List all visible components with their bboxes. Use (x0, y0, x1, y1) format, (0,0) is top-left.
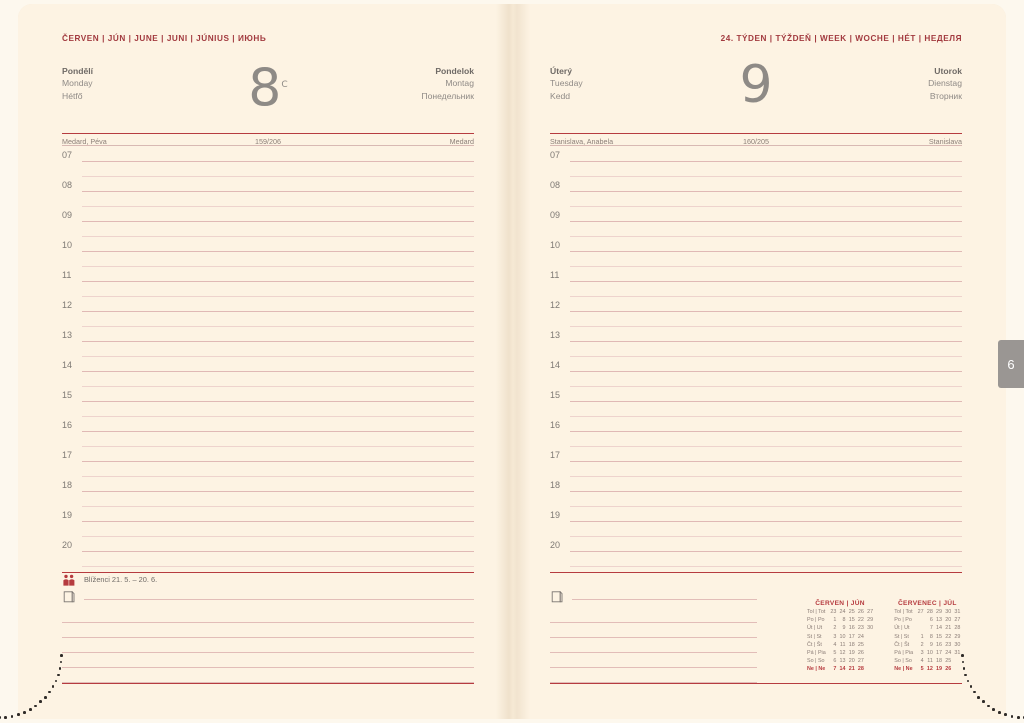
left-nameday-sk: Medard (449, 137, 474, 146)
hour-line-secondary (82, 356, 474, 357)
hour-label: 07 (550, 150, 561, 160)
mini-calendar-row: Tol | Tot 23 24 25 26 27 (806, 609, 874, 616)
hour-row[interactable] (62, 270, 474, 300)
hour-row[interactable] (550, 180, 962, 210)
hour-row[interactable] (550, 390, 962, 420)
hour-row[interactable] (62, 360, 474, 390)
left-day-of-year: 159/206 (255, 137, 281, 146)
right-day-name-de: Dienstag (928, 78, 962, 89)
hour-label: 19 (62, 510, 73, 520)
mini-calendar-row: Pá | Pia 5 12 19 26 (806, 650, 864, 657)
hour-line-primary (570, 161, 962, 162)
hour-line-secondary (82, 416, 474, 417)
hour-row[interactable] (550, 300, 962, 330)
hour-line-primary (570, 521, 962, 522)
hour-line-primary (82, 161, 474, 162)
left-day-header (62, 58, 474, 127)
decorative-dot (4, 716, 7, 719)
hour-line-secondary (82, 266, 474, 267)
weekday-label: So | So (894, 658, 912, 665)
right-header-week-text: 24. TÝDEN | TÝŽDEŇ | WEEK | WOCHE | HÉT | НЕДЕЛЯ (720, 34, 962, 43)
weekday-label: Čt | Št (806, 641, 822, 648)
decorative-dot (11, 715, 14, 718)
hour-line-secondary (82, 176, 474, 177)
hour-row[interactable] (62, 150, 474, 180)
hour-line-secondary (570, 476, 962, 477)
mini-calendar-row: Čt | Št 2 9 16 23 30 (894, 641, 961, 648)
weekday-label: So | So (806, 658, 825, 665)
right-day-name-en: Tuesday (550, 78, 583, 89)
free-line[interactable] (550, 638, 757, 653)
left-note-icon-row (62, 590, 474, 608)
hour-line-secondary (82, 536, 474, 537)
weekday-label: Ne | Ne (806, 666, 826, 673)
hour-row[interactable] (550, 420, 962, 450)
free-line[interactable] (550, 668, 757, 683)
left-header-months: ČERVEN | JÚN | JUNE | JUNI | JÚNIUS | ИЮНЬ (62, 34, 267, 43)
free-line[interactable] (550, 623, 757, 638)
mini-calendar-title: ČERVENEC | JÚL (898, 599, 957, 607)
hour-row[interactable] (62, 480, 474, 510)
right-day-of-year: 160/205 (743, 137, 769, 146)
note-icon (550, 591, 564, 603)
hour-line-secondary (570, 446, 962, 447)
left-zodiac-text: Blíženci 21. 5. – 20. 6. (84, 575, 158, 584)
hour-line-primary (570, 401, 962, 402)
mini-calendar-row: Po | Po 1 8 15 22 29 (806, 617, 874, 624)
decorative-dot (1017, 716, 1020, 719)
weekday-label: Pá | Pia (806, 650, 826, 657)
hour-label: 12 (62, 300, 73, 310)
left-page (18, 4, 512, 719)
note-icon (62, 591, 76, 603)
free-line[interactable] (550, 608, 757, 623)
hour-line-secondary (570, 206, 962, 207)
weekday-label: Tol | Tot (894, 609, 913, 616)
hour-row[interactable] (550, 210, 962, 240)
hour-line-secondary (570, 296, 962, 297)
hour-line-primary (82, 191, 474, 192)
left-day-number (62, 55, 474, 118)
hour-row[interactable] (550, 360, 962, 390)
hour-label: 19 (550, 510, 561, 520)
right-bottom-rule (550, 683, 962, 684)
left-note-line[interactable] (84, 599, 474, 600)
hour-row[interactable] (550, 480, 962, 510)
right-day-number (550, 55, 962, 115)
mini-calendar-row: Po | Po 6 13 20 27 (894, 617, 961, 624)
right-nameday-sk: Stanislava (928, 137, 962, 146)
hour-row[interactable] (550, 330, 962, 360)
free-line[interactable] (62, 608, 474, 623)
hour-line-primary (82, 221, 474, 222)
weekday-label: Pá | Pia (894, 650, 914, 657)
mini-calendar-row: Tol | Tot 27 28 29 30 31 (894, 609, 961, 616)
hour-line-primary (82, 491, 474, 492)
hour-label: 14 (62, 360, 73, 370)
hour-line-secondary (82, 566, 474, 567)
mini-calendar-title: ČERVEN | JÚN (815, 599, 865, 607)
mini-calendar-row: So | So 6 13 20 27 (806, 658, 864, 665)
left-page-content (18, 4, 512, 719)
hour-line-secondary (82, 446, 474, 447)
hour-row[interactable] (550, 540, 962, 570)
hour-line-secondary (570, 386, 962, 387)
left-free-lines (62, 608, 474, 683)
hour-label: 16 (62, 420, 73, 430)
hour-line-primary (570, 221, 962, 222)
hour-line-primary (82, 251, 474, 252)
hour-line-secondary (570, 416, 962, 417)
mini-calendar-row-sunday: Ne | Ne 7 14 21 28 (806, 666, 864, 673)
hour-line-primary (570, 431, 962, 432)
left-zodiac-row (62, 573, 474, 590)
hour-line-primary (570, 281, 962, 282)
mini-calendar-july (893, 600, 962, 675)
hour-row[interactable] (550, 270, 962, 300)
hour-label: 17 (62, 450, 73, 460)
hour-line-secondary (570, 236, 962, 237)
people-icon (62, 574, 76, 586)
hour-label: 09 (550, 210, 561, 220)
mini-calendars (805, 600, 962, 675)
hour-label: 17 (550, 450, 561, 460)
left-day-name-ru: Понедельник (421, 90, 474, 101)
right-page (512, 4, 1006, 719)
weekday-label: Po | Po (894, 617, 912, 624)
hour-line-secondary (82, 296, 474, 297)
left-day-names-secondary (421, 65, 474, 102)
hour-line-secondary (570, 326, 962, 327)
right-header-week (550, 34, 962, 43)
hour-line-secondary (82, 236, 474, 237)
hour-row[interactable] (62, 540, 474, 570)
hour-line-primary (82, 551, 474, 552)
hour-line-secondary (82, 506, 474, 507)
weekday-label: Ne | Ne (894, 666, 913, 673)
hour-row[interactable] (550, 510, 962, 540)
hour-line-primary (570, 311, 962, 312)
right-day-name-cs: Úterý (550, 66, 572, 76)
hour-row[interactable] (62, 300, 474, 330)
hour-line-primary (570, 491, 962, 492)
hour-line-secondary (82, 206, 474, 207)
left-nameday-row (62, 133, 474, 146)
hour-line-secondary (570, 506, 962, 507)
hour-line-primary (82, 521, 474, 522)
hour-row[interactable] (62, 180, 474, 210)
left-hour-grid (62, 150, 474, 570)
hour-line-secondary (570, 176, 962, 177)
right-day-name-sk: Utorok (934, 66, 962, 76)
mini-calendar-row: St | St 1 8 15 22 29 (894, 633, 961, 640)
hour-label: 18 (550, 480, 561, 490)
mini-calendar-row: St | St 3 10 17 24 (806, 633, 864, 640)
mini-calendar-row: Út | Ut 2 9 16 23 30 (806, 625, 874, 632)
decorative-dot (1011, 715, 1014, 718)
hour-line-primary (82, 341, 474, 342)
left-day-name-en: Monday (62, 78, 93, 89)
hour-label: 14 (550, 360, 561, 370)
hour-label: 15 (62, 390, 73, 400)
mini-calendar-row: Čt | Št 4 11 18 25 (806, 641, 864, 648)
hour-line-primary (82, 431, 474, 432)
weekday-label: Tol | Tot (806, 609, 826, 616)
right-spacer-row (550, 573, 962, 590)
hour-line-primary (82, 401, 474, 402)
left-day-name-cs: Pondělí (62, 66, 94, 76)
free-line[interactable] (62, 653, 474, 668)
mini-calendar-june (805, 600, 874, 675)
hour-row[interactable] (62, 390, 474, 420)
hour-line-secondary (82, 386, 474, 387)
hour-label: 07 (62, 150, 73, 160)
hour-row[interactable] (62, 210, 474, 240)
mini-calendar-row: Pá | Pia 3 10 17 24 31 (894, 650, 961, 657)
hour-label: 12 (550, 300, 561, 310)
mini-calendar-table (805, 609, 874, 675)
left-day-number-superscript: C (281, 80, 288, 90)
right-day-header (550, 55, 962, 127)
weekday-label: Po | Po (806, 617, 825, 624)
weekday-label: Út | Ut (894, 625, 910, 632)
left-day-name-de: Montag (445, 78, 474, 89)
hour-line-primary (570, 341, 962, 342)
hour-row[interactable] (550, 450, 962, 480)
right-hour-grid (550, 150, 962, 570)
hour-row[interactable] (62, 330, 474, 360)
right-day-name-hu: Kedd (550, 90, 571, 101)
hour-line-secondary (570, 266, 962, 267)
free-line[interactable] (62, 638, 474, 653)
hour-line-secondary (570, 356, 962, 357)
mini-calendar-row-sunday: Ne | Ne 5 12 19 26 (894, 666, 952, 673)
hour-label: 16 (550, 420, 561, 430)
right-day-name-ru: Вторник (929, 90, 962, 101)
hour-line-secondary (570, 536, 962, 537)
right-nameday-row (550, 133, 962, 146)
hour-label: 11 (550, 270, 560, 280)
decorative-dot (0, 716, 1, 719)
hour-line-secondary (82, 326, 474, 327)
hour-line-primary (82, 371, 474, 372)
hour-line-primary (570, 371, 962, 372)
hour-line-primary (570, 551, 962, 552)
hour-label: 11 (62, 270, 72, 280)
hour-label: 10 (550, 240, 561, 250)
hour-row[interactable] (62, 510, 474, 540)
mini-calendar-row: So | So 4 11 18 25 (894, 658, 952, 665)
hour-label: 20 (62, 540, 73, 550)
hour-label: 18 (62, 480, 73, 490)
free-line[interactable] (62, 668, 474, 683)
left-nameday-cs: Medard, Péva (62, 137, 107, 146)
page-index-tab[interactable]: 6 (998, 340, 1024, 388)
left-day-name-sk: Pondelok (435, 66, 474, 76)
hour-label: 20 (550, 540, 561, 550)
weekday-label: St | St (806, 633, 822, 640)
hour-label: 13 (62, 330, 73, 340)
hour-line-secondary (570, 566, 962, 567)
hour-label: 15 (550, 390, 561, 400)
hour-line-secondary (82, 476, 474, 477)
hour-label: 10 (62, 240, 73, 250)
hour-row[interactable] (550, 240, 962, 270)
left-day-number-value: 8 (248, 58, 282, 119)
hour-row[interactable] (62, 450, 474, 480)
hour-line-primary (82, 281, 474, 282)
free-line[interactable] (62, 623, 474, 638)
left-day-name-hu: Hétfő (62, 90, 83, 101)
mini-calendar-table (893, 609, 962, 675)
hour-line-primary (82, 461, 474, 462)
hour-label: 08 (62, 180, 73, 190)
right-day-number-value: 9 (739, 55, 773, 115)
hour-row[interactable] (550, 150, 962, 180)
hour-label: 13 (550, 330, 561, 340)
right-note-line[interactable] (572, 599, 757, 600)
right-nameday-cs: Stanislava, Anabela (550, 137, 614, 146)
hour-line-primary (570, 251, 962, 252)
hour-line-primary (570, 461, 962, 462)
weekday-label: Út | Ut (806, 625, 823, 632)
hour-line-primary (82, 311, 474, 312)
hour-row[interactable] (62, 420, 474, 450)
mini-calendar-row: Út | Ut 7 14 21 28 (894, 625, 961, 632)
right-day-names-secondary (928, 65, 962, 102)
hour-label: 08 (550, 180, 561, 190)
left-bottom-rule (62, 683, 474, 684)
free-line[interactable] (550, 653, 757, 668)
hour-row[interactable] (62, 240, 474, 270)
hour-label: 09 (62, 210, 73, 220)
open-diary (18, 4, 1006, 719)
hour-line-primary (570, 191, 962, 192)
weekday-label: St | St (894, 633, 909, 640)
weekday-label: Čt | Št (894, 641, 910, 648)
